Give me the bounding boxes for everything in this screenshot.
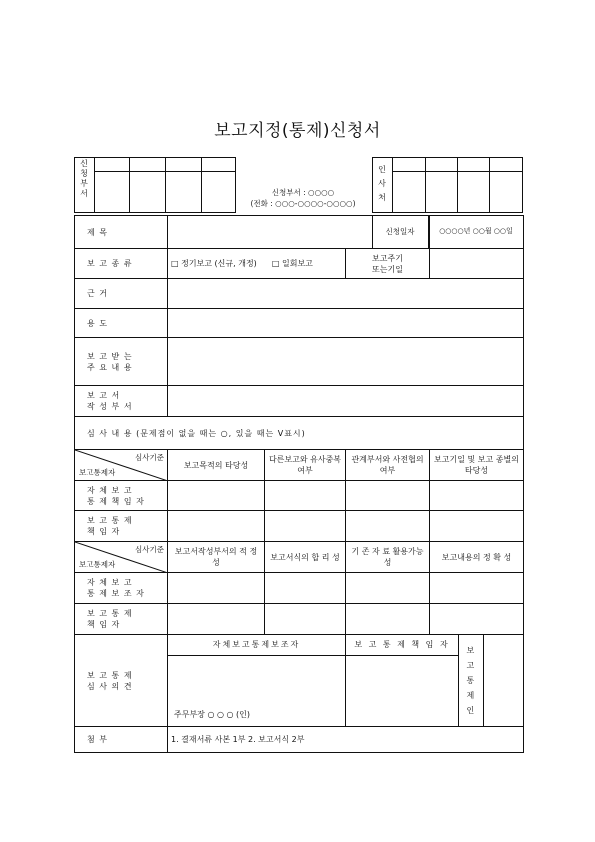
applicant-dept-label: 신청부서 <box>80 159 88 198</box>
date-label: 신청일자 <box>385 227 415 236</box>
review-cell[interactable] <box>168 573 265 604</box>
attachment-value: 1. 결재서류 사본 1부 2. 보고서식 2부 <box>168 727 524 753</box>
date-value[interactable]: ○○○○년 ○○월 ○○일 <box>439 227 513 235</box>
form-title: 보고지정(통제)신청서 <box>214 121 381 141</box>
opinion-label: 보 고 통 제 심 사 의 견 <box>75 635 168 727</box>
review-cell[interactable] <box>265 573 346 604</box>
review-cell[interactable] <box>265 481 346 511</box>
criterion-dept-fit: 보고서작성부서의 적 정 성 <box>168 542 265 573</box>
criteria-corner: 심사기준 보고통제자 <box>75 450 168 481</box>
hr-approval-box <box>372 157 523 213</box>
applicant-dept: 신청부서 : ○○○○ <box>271 188 335 197</box>
type-label: 보 고 종 류 <box>75 249 168 279</box>
review-cell[interactable] <box>346 511 430 542</box>
controller-label: 보고통제인 <box>466 646 475 715</box>
regular-report-option[interactable]: □ 정기보고 (신규, 개정) <box>171 259 257 268</box>
criterion-format: 보고서식의 합 리 성 <box>265 542 346 573</box>
review-cell[interactable] <box>168 604 265 635</box>
review-cell[interactable] <box>346 604 430 635</box>
assistant-opinion[interactable]: 자체보고통제보조자 주무부장 ○ ○ ○ (인) <box>168 635 346 727</box>
review-cell[interactable] <box>430 573 524 604</box>
hr-dept-label: 인사처 <box>378 165 386 202</box>
one-time-report-option[interactable]: □ 일회보고 <box>271 259 313 268</box>
content-label: 보 고 받 는 주 요 내 용 <box>75 338 168 386</box>
applicant-phone: (전화 : ○○○-○○○○-○○○○) <box>250 199 356 208</box>
criterion-consultation: 관계부서와 사전협의여부 <box>346 450 430 481</box>
application-form-table <box>74 215 524 753</box>
row-control-manager-2: 보 고 통 제 책 임 자 <box>75 604 168 635</box>
approval-header <box>74 157 523 213</box>
cycle-field[interactable] <box>430 249 524 279</box>
criterion-accuracy: 보고내용의 정 확 성 <box>430 542 524 573</box>
criterion-purpose: 보고목적의 타당성 <box>168 450 265 481</box>
subject-label: 제 목 <box>75 216 168 249</box>
attachment-label: 첨 부 <box>75 727 168 753</box>
basis-field[interactable] <box>168 279 524 309</box>
use-label: 용 도 <box>75 309 168 338</box>
type-options[interactable] <box>168 249 346 279</box>
content-field[interactable] <box>168 338 524 386</box>
row-self-assistant: 자 체 보 고 통 제 보 조 자 <box>75 573 168 604</box>
writing-dept-label: 보 고 서 작 성 부 서 <box>75 386 168 417</box>
review-cell[interactable] <box>346 573 430 604</box>
writing-dept-field[interactable] <box>168 386 524 417</box>
review-header: 심 사 내 용 (문제점이 없을 때는 ○, 있을 때는 V표시) <box>75 417 524 450</box>
review-cell[interactable] <box>265 511 346 542</box>
basis-label: 근 거 <box>75 279 168 309</box>
review-cell[interactable] <box>430 604 524 635</box>
criteria-corner-2: 심사기준 보고통제자 <box>75 542 168 573</box>
criterion-reuse: 기 존 자 료 활용가능성 <box>346 542 430 573</box>
row-self-controller: 자 체 보 고 통 제 책 임 자 <box>75 481 168 511</box>
review-cell[interactable] <box>430 511 524 542</box>
review-cell[interactable] <box>430 481 524 511</box>
review-cell[interactable] <box>265 604 346 635</box>
review-cell[interactable] <box>168 481 265 511</box>
manager-opinion[interactable]: 보 고 통 제 책 임 자 보고통제인 <box>346 635 524 727</box>
applicant-approval-box <box>74 157 236 213</box>
review-cell[interactable] <box>168 511 265 542</box>
criterion-duplication: 다른보고와 유사중복여부 <box>265 450 346 481</box>
criterion-deadline: 보고기일 및 보고 종별의 타당성 <box>430 450 524 481</box>
cycle-label: 보고주기 또는기일 <box>346 249 430 279</box>
use-field[interactable] <box>168 309 524 338</box>
review-cell[interactable] <box>346 481 430 511</box>
row-control-manager: 보 고 통 제 책 임 자 <box>75 511 168 542</box>
